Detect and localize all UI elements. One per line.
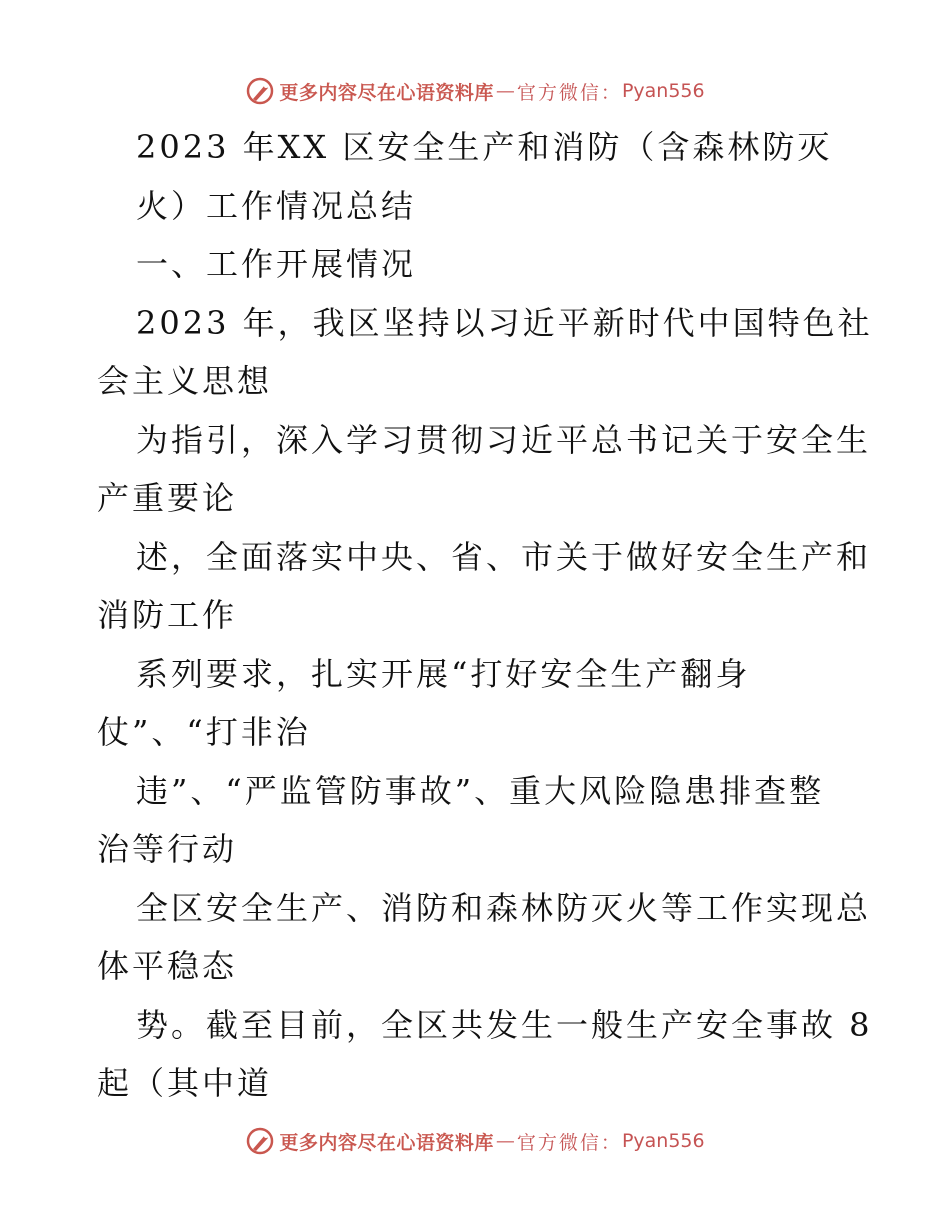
paragraph-line: 产重要论 <box>97 479 238 517</box>
paragraph-line: 治等行动 <box>97 830 238 868</box>
paragraph-line: 2023 年，我区坚持以习近平新时代中国特色社 <box>136 304 873 342</box>
paragraph-line: 势。截至目前，全区共发生一般生产安全事故 8 <box>136 1006 873 1044</box>
watermark-official-label: 官方微信： <box>516 81 622 104</box>
paragraph-line: 体平稳态 <box>97 947 238 985</box>
watermark-brand: 更多内容尽在心语资料库 <box>279 81 494 104</box>
watermark-wechat-id: Pyan556 <box>621 80 705 102</box>
paragraph-line: 消防工作 <box>97 596 238 634</box>
document-title-line-1: 2023 年XX 区安全生产和消防（含森林防灭 <box>136 128 833 166</box>
watermark-brand: 更多内容尽在心语资料库 <box>279 1131 494 1154</box>
document-title-line-2: 火）工作情况总结 <box>136 187 417 225</box>
paragraph-line: 会主义思想 <box>97 362 273 400</box>
section-heading: 一、工作开展情况 <box>136 245 417 283</box>
header-watermark <box>0 71 950 111</box>
pen-nib-circle-icon <box>245 1126 275 1156</box>
pen-nib-circle-icon <box>245 76 275 106</box>
watermark-wechat-id: Pyan556 <box>621 1130 705 1152</box>
paragraph-line: 仗”、“打非治 <box>97 713 311 751</box>
paragraph-line: 起（其中道 <box>97 1064 273 1102</box>
paragraph-line: 违”、“严监管防事故”、重大风险隐患排查整 <box>136 772 825 810</box>
paragraph-line: 系列要求，扎实开展“打好安全生产翻身 <box>136 655 751 693</box>
watermark-dash: — <box>495 80 515 102</box>
footer-watermark <box>0 1121 950 1161</box>
paragraph-line: 述，全面落实中央、省、市关于做好安全生产和 <box>136 538 872 576</box>
paragraph-line: 全区安全生产、消防和森林防灭火等工作实现总 <box>136 889 872 927</box>
watermark-dash: — <box>495 1130 515 1152</box>
paragraph-line: 为指引，深入学习贯彻习近平总书记关于安全生 <box>136 421 872 459</box>
watermark-official-label: 官方微信： <box>516 1131 622 1154</box>
